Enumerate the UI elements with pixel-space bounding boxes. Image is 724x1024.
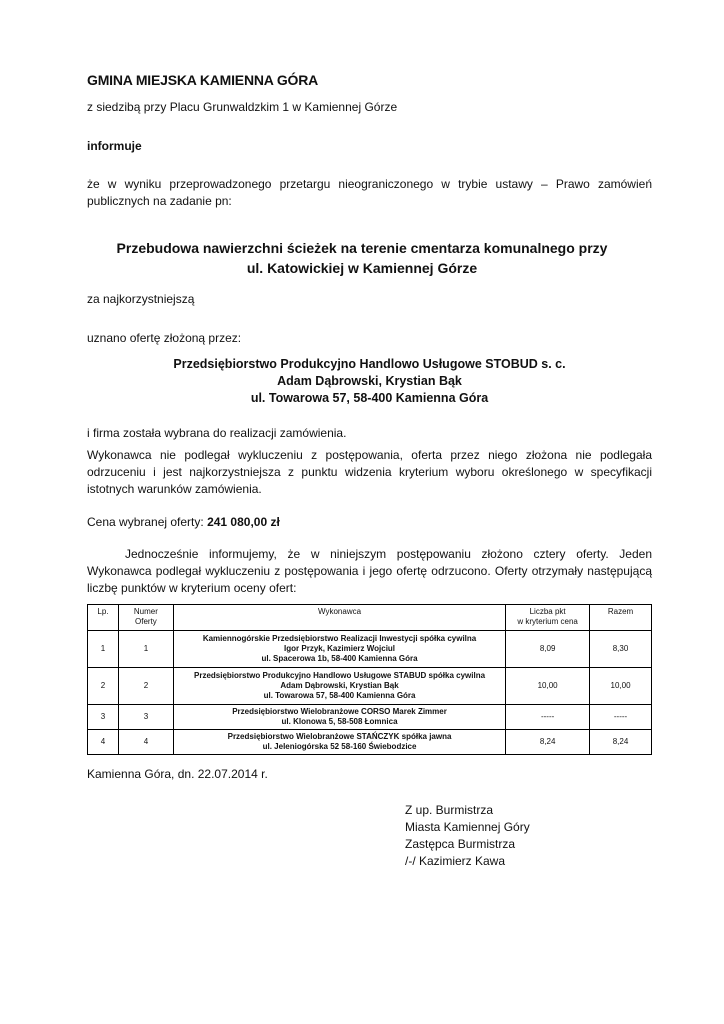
signature-line-2: Miasta Kamiennej Góry xyxy=(405,820,530,834)
header-points: Liczba pkt w kryterium cena xyxy=(506,605,590,631)
table-row xyxy=(88,631,652,668)
cell-contractor: Przedsiębiorstwo Wielobranżowe CORSO Marek Zimmer ul. Klonowa 5, 58-508 Łomnica xyxy=(173,705,505,730)
task-title xyxy=(87,238,637,278)
cell-contractor: Przedsiębiorstwo Wielobranżowe STAŃCZYK spółka jawna ul. Jeleniogórska 52 58-160 Świebodzice xyxy=(173,730,505,755)
winner-owners: Adam Dąbrowski, Krystian Bąk xyxy=(277,374,462,388)
header-offer-number: Numer Oferty xyxy=(118,605,173,631)
cell-lp: 2 xyxy=(88,668,119,705)
table-row xyxy=(88,705,652,730)
winner-address: ul. Towarowa 57, 58-400 Kamienna Góra xyxy=(250,391,489,405)
cell-contractor: Przedsiębiorstwo Produkcyjno Handlowo Usługowe STABUD spółka cywilna Adam Dąbrowski, Krystian Bąk ul. Towarowa 57, 58-400 Kamienna Góra xyxy=(173,668,505,705)
cell-total: 10,00 xyxy=(590,668,652,705)
header-lp: Lp. xyxy=(88,605,119,631)
table-row xyxy=(88,730,652,755)
selected-text: i firma została wybrana do realizacji zamówienia. xyxy=(87,426,347,440)
cell-lp: 1 xyxy=(88,631,119,668)
accepted-offer-text: uznano ofertę złożoną przez: xyxy=(87,331,242,345)
cell-offer-number: 1 xyxy=(118,631,173,668)
cell-lp: 4 xyxy=(88,730,119,755)
signature-line-3: Zastępca Burmistrza xyxy=(405,837,516,851)
header-total: Razem xyxy=(590,605,652,631)
cell-points: 10,00 xyxy=(506,668,590,705)
cell-contractor: Kamiennogórskie Przedsiębiorstwo Realizacji Inwestycji spółka cywilna Igor Przyk, Kazimierz Wojciul ul. Spacerowa 1b, 58-400 Kamienna Góra xyxy=(173,631,505,668)
summary-paragraph: Jednocześnie informujemy, że w niniejszym postępowaniu złożono cztery oferty. Jeden Wykonawca podlegał wykluczeniu z postępowania i jego ofertę odrzucono. Oferty otrzymały następującą liczbę punktów w kryterium oceny ofert: xyxy=(87,547,652,595)
price-line xyxy=(87,514,280,531)
signature-line-1: Z up. Burmistrza xyxy=(405,803,494,817)
most-advantageous-text: za najkorzystniejszą xyxy=(87,292,195,306)
cell-points: 8,24 xyxy=(506,730,590,755)
table-row xyxy=(88,668,652,705)
cell-offer-number: 4 xyxy=(118,730,173,755)
informs-label: informuje xyxy=(87,139,142,153)
intro-paragraph: że w wyniku przeprowadzonego przetargu nieograniczonego w trybie ustawy – Prawo zamówień publicznych na zadanie pn: xyxy=(87,177,652,208)
table-header-row xyxy=(88,605,652,631)
price-value: 241 080,00 zł xyxy=(207,515,280,529)
signature-block xyxy=(405,802,530,870)
task-title-line-1: Przebudowa nawierzchni ścieżek na terenie cmentarza komunalnego przy xyxy=(116,240,608,256)
price-label: Cena wybranej oferty: xyxy=(87,515,208,529)
cell-lp: 3 xyxy=(88,705,119,730)
task-title-line-2: ul. Katowickiej w Kamiennej Górze xyxy=(246,260,478,276)
issuer-title: GMINA MIEJSKA KAMIENNA GÓRA xyxy=(87,72,319,88)
issuer-seat: z siedzibą przy Placu Grunwaldzkim 1 w Kamiennej Górze xyxy=(87,100,398,114)
signature-line-4: /-/ Kazimierz Kawa xyxy=(405,854,506,868)
cell-total: 8,30 xyxy=(590,631,652,668)
cell-points: ----- xyxy=(506,705,590,730)
cell-total: ----- xyxy=(590,705,652,730)
cell-offer-number: 3 xyxy=(118,705,173,730)
justification-paragraph: Wykonawca nie podlegał wykluczeniu z postępowania, oferta przez niego złożona nie podlegała odrzuceniu i jest najkorzystniejsza z punktu widzenia kryterium wyboru określonego w specyfikacji istotnych warunków zamówienia. xyxy=(87,448,652,496)
winner-block xyxy=(87,356,652,407)
cell-offer-number: 2 xyxy=(118,668,173,705)
cell-total: 8,24 xyxy=(590,730,652,755)
place-date: Kamienna Góra, dn. 22.07.2014 r. xyxy=(87,767,268,781)
cell-points: 8,09 xyxy=(506,631,590,668)
results-table xyxy=(87,604,652,755)
winner-name: Przedsiębiorstwo Produkcyjno Handlowo Usługowe STOBUD s. c. xyxy=(173,357,566,371)
header-contractor: Wykonawca xyxy=(173,605,505,631)
